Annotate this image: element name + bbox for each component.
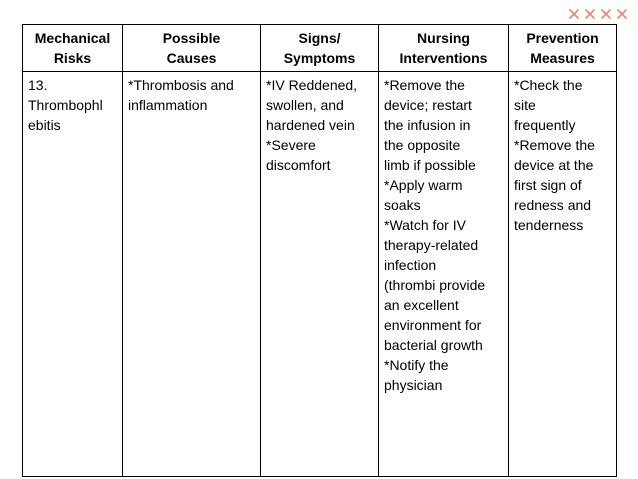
- cell-possible-causes: *Thrombosis and inflammation: [123, 72, 261, 477]
- nursing-risk-table: [22, 24, 617, 477]
- cell-signs-symptoms: *IV Reddened, swollen, and hardened vein *Severe discomfort: [261, 72, 379, 477]
- header-prevention-measures: Prevention Measures: [509, 25, 617, 72]
- header-mechanical-risks: Mechanical Risks: [23, 25, 123, 72]
- header-signs-symptoms: Signs/ Symptoms: [261, 25, 379, 72]
- cell-mechanical-risk: 13. Thrombophl ebitis: [23, 72, 123, 477]
- header-possible-causes: Possible Causes: [123, 25, 261, 72]
- header-nursing-interventions: Nursing Interventions: [379, 25, 509, 72]
- cell-nursing-interventions: *Remove the device; restart the infusion in the opposite limb if possible *Apply warm soaks *Watch for IV therapy-related infection (thrombi provide an excellent environment for bacterial growth *Notify the physician: [379, 72, 509, 477]
- decorative-x-marks: [568, 8, 628, 20]
- table-header-row: [23, 25, 617, 72]
- cell-prevention-measures: *Check the site frequently *Remove the device at the first sign of redness and tenderness: [509, 72, 617, 477]
- table-row: [23, 72, 617, 477]
